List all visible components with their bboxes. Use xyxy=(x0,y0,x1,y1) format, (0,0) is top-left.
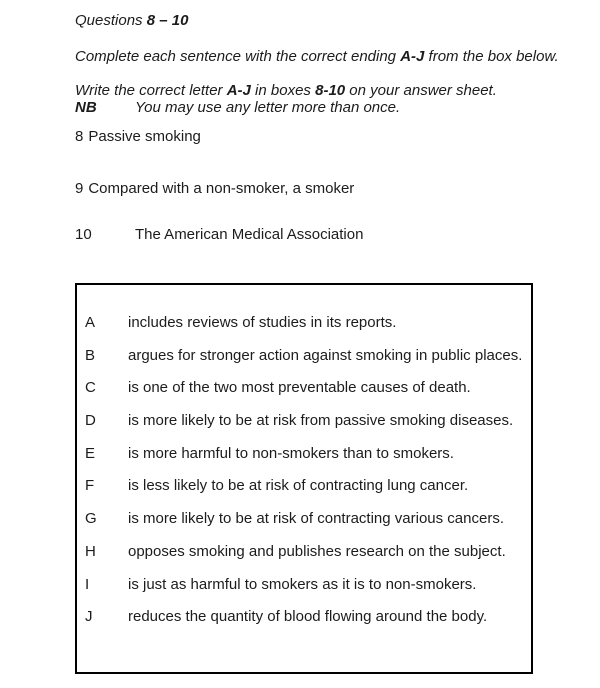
question-9-text: Compared with a non-smoker, a smoker xyxy=(88,180,355,197)
option-letter-a: A xyxy=(85,314,96,331)
option-letter-c: C xyxy=(85,379,96,397)
write-instruction-mid: in boxes xyxy=(250,82,316,99)
option-letter-e: E xyxy=(85,444,96,462)
option-text-d: is more likely to be at risk from passive smoking diseases. xyxy=(128,412,514,430)
write-instruction-post: on your answer sheet. xyxy=(345,82,497,99)
instruction-pre: Complete each sentence with the correct ending xyxy=(75,48,401,65)
option-text-a: includes reviews of studies in its reports. xyxy=(128,314,397,331)
question-10-number: 10 xyxy=(75,226,92,243)
option-text-j: reduces the quantity of blood flowing around the body. xyxy=(128,608,488,626)
option-row-h xyxy=(85,542,525,575)
option-row-c xyxy=(85,378,525,411)
option-row-e xyxy=(85,444,525,477)
answer-options-list xyxy=(77,285,531,640)
write-instruction-pre: Write the correct letter xyxy=(75,82,227,99)
instruction-complete-sentence xyxy=(75,48,559,66)
page-title-prefix: Questions xyxy=(75,12,147,29)
question-8-text: Passive smoking xyxy=(88,128,201,145)
option-row-j xyxy=(85,607,525,640)
option-letter-g: G xyxy=(85,510,97,528)
option-letter-h: H xyxy=(85,542,96,560)
option-row-a xyxy=(85,313,525,346)
option-text-h: opposes smoking and publishes research on the subject. xyxy=(128,542,506,560)
option-text-f: is less likely to be at risk of contracting lung cancer. xyxy=(128,477,469,495)
option-letter-b: B xyxy=(85,346,96,364)
question-9 xyxy=(75,180,354,198)
question-8-number: 8 xyxy=(75,128,84,145)
option-letter-j: J xyxy=(85,608,93,626)
nb-note xyxy=(75,99,400,117)
option-row-f xyxy=(85,476,525,509)
option-letter-i: I xyxy=(85,575,90,593)
page-title xyxy=(75,12,188,30)
question-9-number: 9 xyxy=(75,180,84,197)
option-row-d xyxy=(85,411,525,444)
option-text-b: argues for stronger action against smoking in public places. xyxy=(128,346,523,364)
write-instruction-box-range: 8-10 xyxy=(315,82,346,99)
instruction-post: from the box below. xyxy=(424,48,559,65)
nb-label: NB xyxy=(75,99,97,116)
option-row-b xyxy=(85,346,525,379)
option-letter-d: D xyxy=(85,412,96,430)
write-instruction-letter-range: A-J xyxy=(226,82,251,99)
option-row-i xyxy=(85,575,525,608)
question-10-text: The American Medical Association xyxy=(135,226,364,243)
instruction-write-letter xyxy=(75,82,497,100)
nb-text: You may use any letter more than once. xyxy=(135,99,401,116)
option-text-i: is just as harmful to smokers as it is to non-smokers. xyxy=(128,575,477,593)
option-text-c: is one of the two most preventable causes of death. xyxy=(128,379,471,397)
option-letter-f: F xyxy=(85,477,95,495)
option-text-e: is more harmful to non-smokers than to smokers. xyxy=(128,444,454,462)
option-text-g: is more likely to be at risk of contracting various cancers. xyxy=(128,510,504,528)
page-title-range: 8 – 10 xyxy=(146,12,189,29)
option-row-g xyxy=(85,509,525,542)
instruction-letter-range: A-J xyxy=(400,48,425,65)
question-8 xyxy=(75,128,201,146)
answer-options-box xyxy=(75,283,533,674)
question-10 xyxy=(75,226,363,244)
